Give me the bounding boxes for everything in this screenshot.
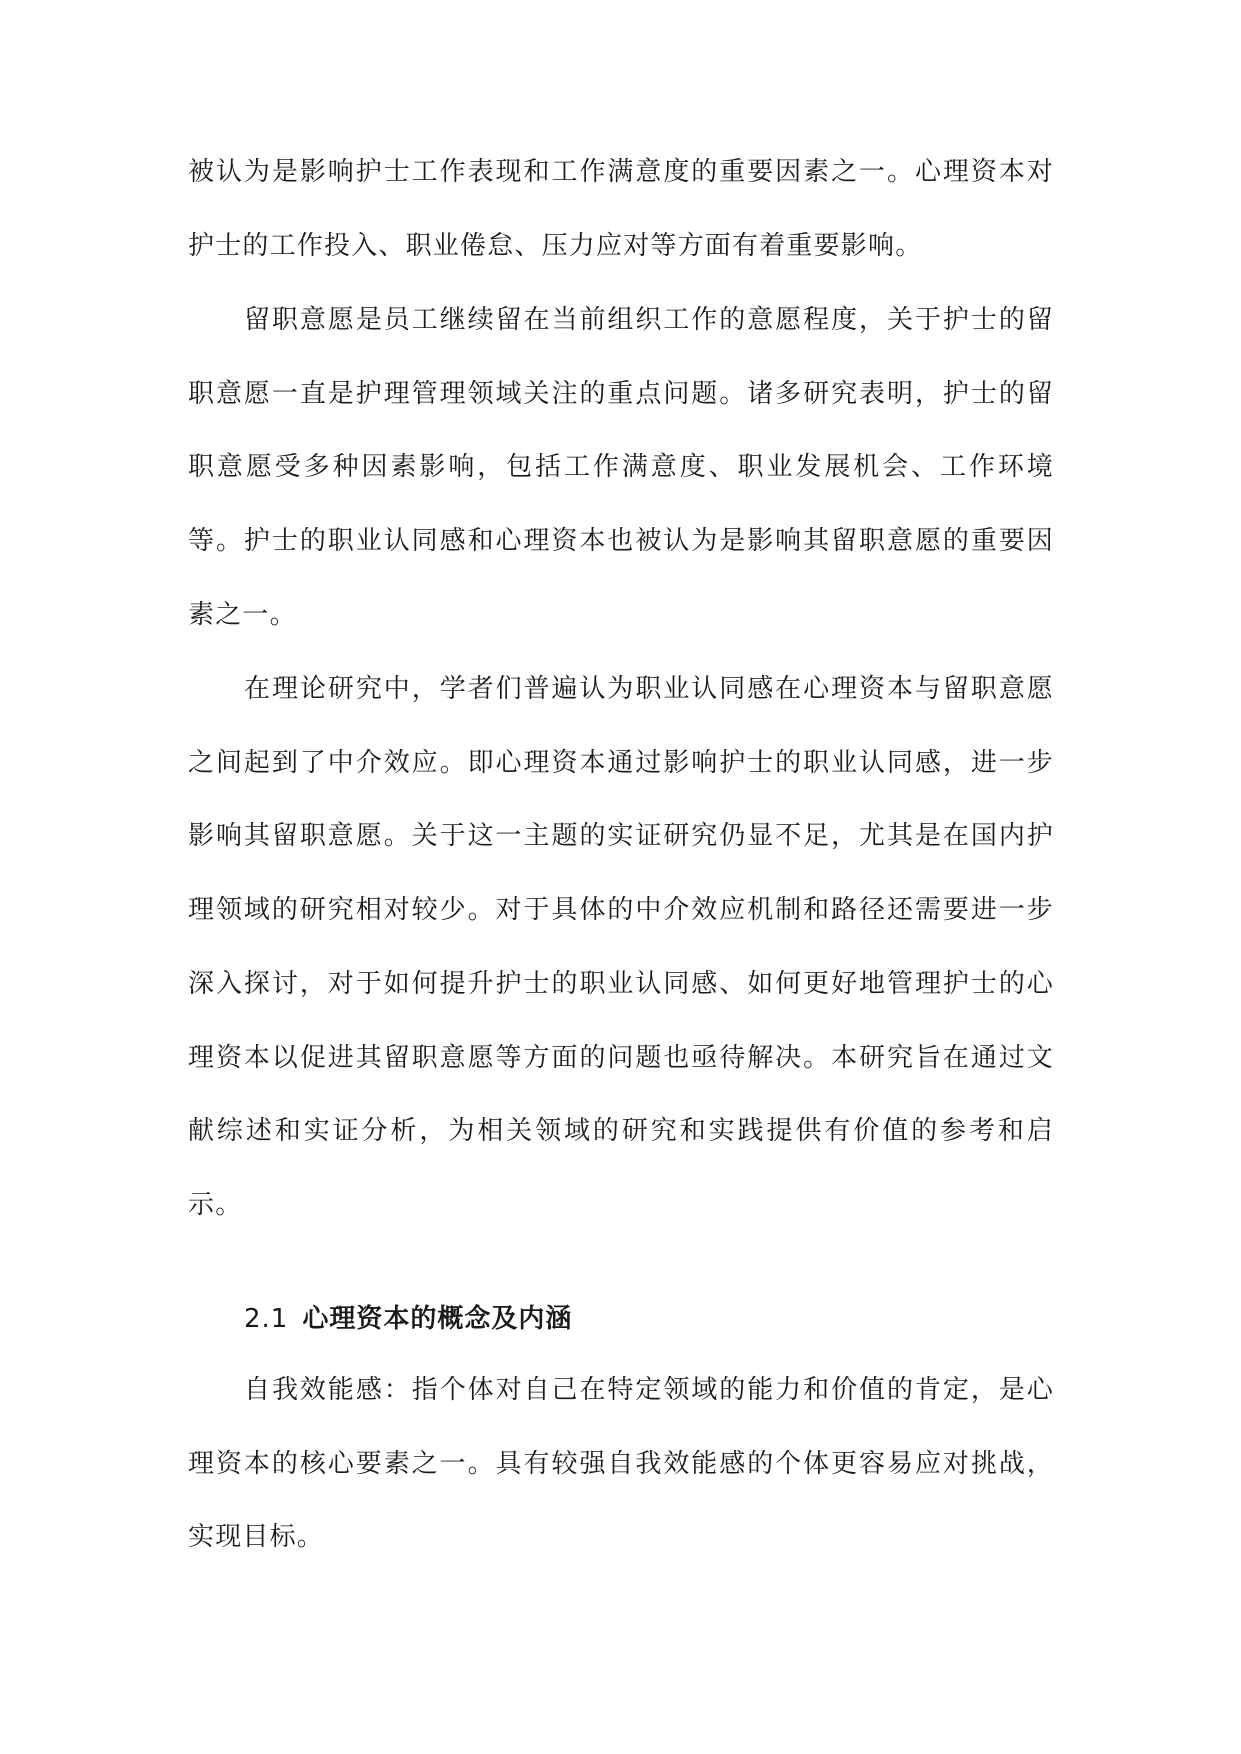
section-heading xyxy=(244,1301,572,1337)
paragraph-self-efficacy: 自我效能感：指个体对自己在特定领域的能力和价值的肯定，是心理资本的核心要素之一。具有较强自我效能感的个体更容易应对挑战，实现目标。 xyxy=(188,1375,1054,1553)
paragraph-theoretical-research: 在理论研究中，学者们普遍认为职业认同感在心理资本与留职意愿之间起到了中介效应。即心理资本通过影响护士的职业认同感，进一步影响其留职意愿。关于这一主题的实证研究仍显不足，尤其是在国内护理领域的研究相对较少。对于具体的中介效应机制和路径还需要进一步深入探讨，对于如何提升护士的职业认同感、如何更好地管理护士的心理资本以促进其留职意愿等方面的问题也亟待解决。本研究旨在通过文献综述和实证分析，为相关领域的研究和实践提供有价值的参考和启示。 xyxy=(188,674,1054,1220)
paragraph-retention-intention: 留职意愿是员工继续留在当前组织工作的意愿程度，关于护士的留职意愿一直是护理管理领域关注的重点问题。诸多研究表明，护士的留职意愿受多种因素影响，包括工作满意度、职业发展机会、工作环境等。护士的职业认同感和心理资本也被认为是影响其留职意愿的重要因素之一。 xyxy=(188,305,1054,630)
paragraph-continuation: 被认为是影响护士工作表现和工作满意度的重要因素之一。心理资本对护士的工作投入、职业倦怠、压力应对等方面有着重要影响。 xyxy=(188,157,1054,261)
section-number: 2.1 xyxy=(244,1304,289,1334)
section-title: 心理资本的概念及内涵 xyxy=(302,1304,573,1334)
